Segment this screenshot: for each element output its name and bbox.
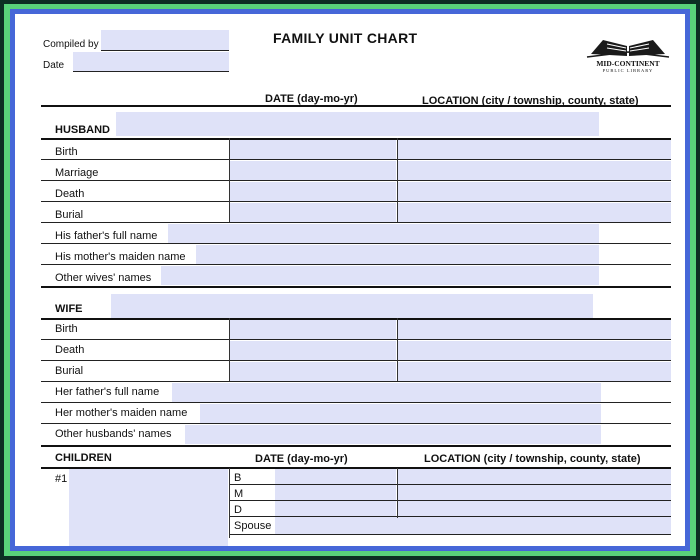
other-wives-input[interactable] xyxy=(161,266,599,285)
location-column-divider xyxy=(397,138,398,222)
date-column-header: DATE (day-mo-yr) xyxy=(265,93,358,105)
open-book-icon xyxy=(583,30,673,60)
row-rule xyxy=(41,423,671,424)
compiled-by-label: Compiled by xyxy=(43,39,99,50)
husband-name-input[interactable] xyxy=(116,112,599,136)
husband-birth-date-input[interactable] xyxy=(230,140,396,159)
his-father-label: His father's full name xyxy=(55,230,158,242)
husband-birth-location-input[interactable] xyxy=(398,140,671,159)
husband-burial-location-input[interactable] xyxy=(398,203,671,222)
form-page xyxy=(15,14,685,546)
wife-birth-date-input[interactable] xyxy=(230,320,396,339)
child-died-label: D xyxy=(234,504,242,516)
row-rule xyxy=(229,534,671,535)
children-heading: CHILDREN xyxy=(55,452,112,464)
child-born-label: B xyxy=(234,472,242,484)
child-died-date-input[interactable] xyxy=(275,501,396,516)
logo-subtitle: PUBLIC LIBRARY xyxy=(602,68,654,73)
husband-section-end xyxy=(41,286,671,288)
wife-birth-label: Birth xyxy=(55,323,78,335)
location-column-header: LOCATION (city / township, county, state) xyxy=(422,95,639,107)
child-spouse-input[interactable] xyxy=(275,517,671,534)
other-husbands-label: Other husbands' names xyxy=(55,428,172,440)
row-rule xyxy=(41,264,671,265)
wife-name-input[interactable] xyxy=(111,294,593,318)
child-born-location-input[interactable] xyxy=(398,469,671,484)
compiled-by-underline xyxy=(101,50,229,51)
husband-burial-label: Burial xyxy=(55,209,84,221)
husband-marriage-label: Marriage xyxy=(55,167,99,179)
husband-death-location-input[interactable] xyxy=(398,182,671,201)
compiled-by-input[interactable] xyxy=(101,30,229,50)
wife-birth-location-input[interactable] xyxy=(398,320,671,339)
row-rule xyxy=(41,180,671,181)
her-mother-label: Her mother's maiden name xyxy=(55,407,188,419)
wife-death-location-input[interactable] xyxy=(398,341,671,360)
logo-name: MID-CONTINENT xyxy=(596,59,660,68)
child-married-label: M xyxy=(234,488,244,500)
row-rule xyxy=(41,243,671,244)
wife-burial-location-input[interactable] xyxy=(398,362,671,381)
row-rule xyxy=(41,381,671,382)
children-date-header: DATE (day-mo-yr) xyxy=(255,453,348,465)
date-label: Date xyxy=(43,60,65,71)
his-mother-label: His mother's maiden name xyxy=(55,251,186,263)
child-born-date-input[interactable] xyxy=(275,469,396,484)
other-wives-label: Other wives' names xyxy=(55,272,152,284)
wife-death-label: Death xyxy=(55,344,85,356)
children-location-header: LOCATION (city / township, county, state) xyxy=(424,453,641,465)
row-rule xyxy=(41,201,671,202)
wife-death-date-input[interactable] xyxy=(230,341,396,360)
child-married-location-input[interactable] xyxy=(398,485,671,500)
husband-heading: HUSBAND xyxy=(55,124,110,136)
row-rule xyxy=(41,159,671,160)
wife-burial-label: Burial xyxy=(55,365,84,377)
child-married-date-input[interactable] xyxy=(275,485,396,500)
wife-heading: WIFE xyxy=(55,303,83,315)
child-number: #1 xyxy=(55,473,68,485)
child-1-name-input[interactable] xyxy=(69,469,228,546)
children-location-divider xyxy=(397,468,398,518)
husband-burial-date-input[interactable] xyxy=(230,203,396,222)
husband-marriage-location-input[interactable] xyxy=(398,161,671,180)
his-father-input[interactable] xyxy=(168,224,599,243)
row-rule xyxy=(41,339,671,340)
other-husbands-input[interactable] xyxy=(185,425,601,444)
compiled-date-input[interactable] xyxy=(73,52,229,71)
husband-birth-label: Birth xyxy=(55,146,78,158)
compiled-date-underline xyxy=(73,71,229,72)
wife-location-column-divider xyxy=(397,318,398,381)
row-rule xyxy=(41,402,671,403)
children-date-divider xyxy=(229,468,230,538)
row-rule xyxy=(41,222,671,223)
date-column-divider xyxy=(229,138,230,222)
wife-section-end xyxy=(41,445,671,447)
his-mother-input[interactable] xyxy=(196,245,599,264)
husband-death-label: Death xyxy=(55,188,85,200)
library-logo xyxy=(583,30,673,84)
her-father-label: Her father's full name xyxy=(55,386,160,398)
row-rule xyxy=(41,360,671,361)
child-spouse-label: Spouse xyxy=(234,520,272,532)
wife-date-column-divider xyxy=(229,318,230,381)
her-father-input[interactable] xyxy=(172,383,601,402)
wife-burial-date-input[interactable] xyxy=(230,362,396,381)
child-died-location-input[interactable] xyxy=(398,501,671,516)
her-mother-input[interactable] xyxy=(200,404,601,423)
husband-marriage-date-input[interactable] xyxy=(230,161,396,180)
page-title: FAMILY UNIT CHART xyxy=(273,30,418,46)
husband-death-date-input[interactable] xyxy=(230,182,396,201)
